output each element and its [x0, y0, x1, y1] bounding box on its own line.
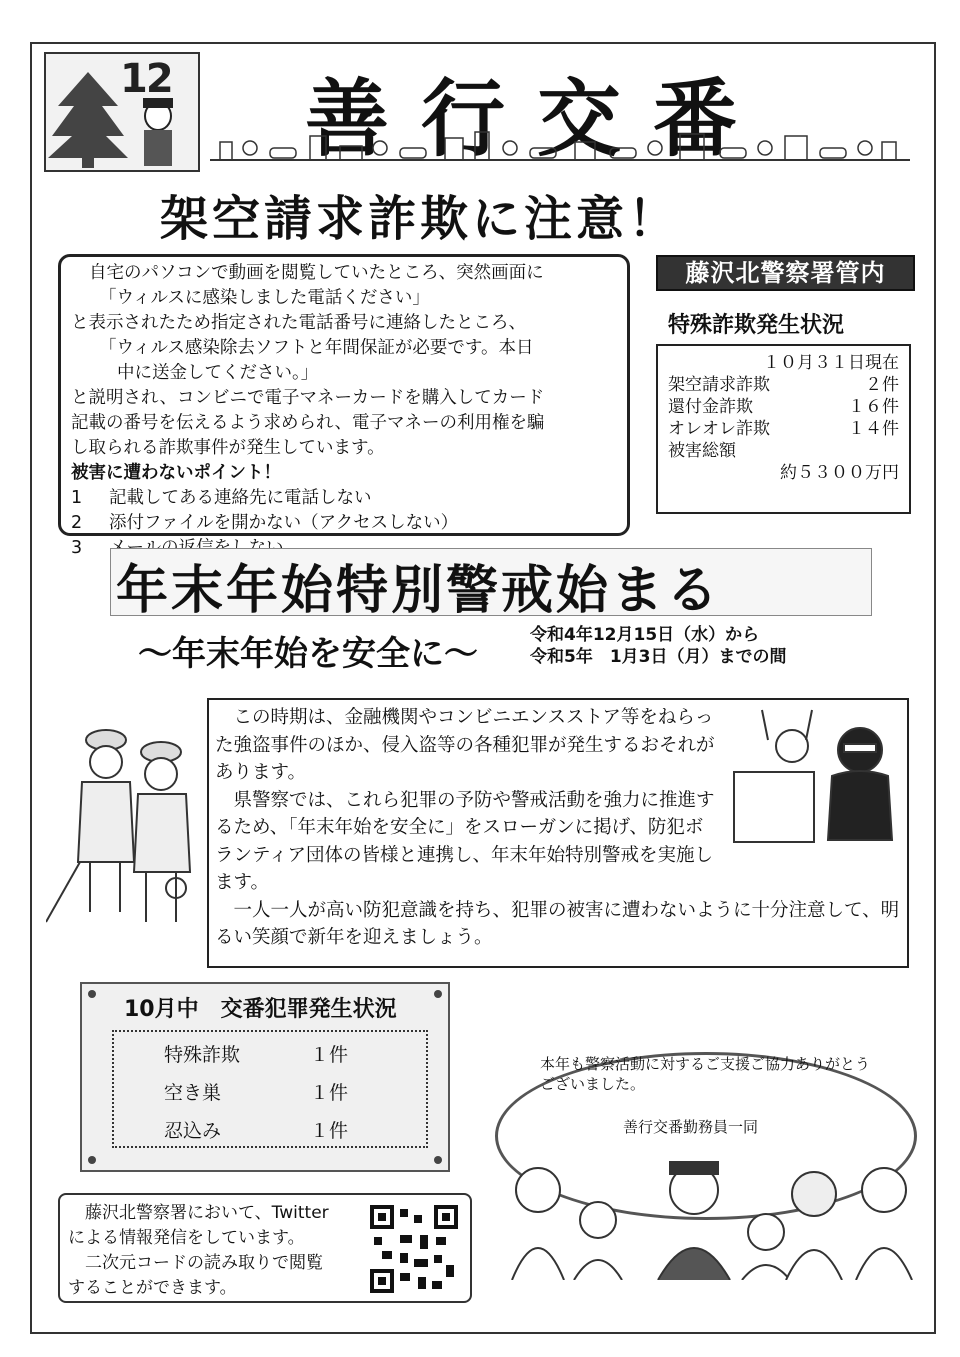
point-number: 3 — [71, 538, 83, 558]
fraud-text-line: 「ウィルスに感染しました電話ください」 — [99, 288, 430, 308]
fraud-headline: 架空請求詐欺に注意！ — [160, 191, 681, 247]
points-heading: 被害に遭わないポイント！ — [71, 463, 281, 483]
fraud-text-line: 中に送金してください。」 — [117, 363, 319, 383]
yearend-period — [530, 624, 787, 668]
stats-value: １６件 — [848, 397, 899, 417]
community-group-illustration — [498, 1150, 922, 1280]
pin-icon — [434, 990, 442, 998]
crime-row — [114, 1074, 426, 1112]
station-title: 藤沢北警察署管内 — [656, 255, 915, 291]
stats-value: １４件 — [848, 419, 899, 439]
crime-row — [114, 1036, 426, 1074]
issue-number: 12 — [120, 56, 172, 102]
pin-icon — [88, 1156, 96, 1164]
crime-value: １件 — [310, 1082, 349, 1104]
twitter-line: による情報発信をしています。 — [68, 1228, 305, 1248]
damage-label: 被害総額 — [668, 441, 736, 461]
point-number: 2 — [71, 513, 83, 533]
newsletter-title: 善行交番 — [305, 69, 770, 168]
stats-row — [668, 374, 899, 396]
point-text: 添付ファイルを開かない（アクセスしない） — [109, 513, 459, 533]
period-start: 令和4年12月15日（水）から — [530, 625, 760, 645]
crime-value: １件 — [310, 1044, 349, 1066]
point-item — [71, 511, 617, 536]
twitter-line: 二次元コードの読み取りで閲覧 — [68, 1253, 323, 1273]
fraud-text-line: 「ウィルス感染除去ソフトと年間保証が必要です。本日 — [99, 338, 534, 358]
yearend-slogan: ～年末年始を安全に～ — [138, 634, 478, 674]
point-number: 1 — [71, 488, 83, 508]
pin-icon — [434, 1156, 442, 1164]
crime-label: 忍込み — [164, 1120, 222, 1142]
fraud-text-line: 自宅のパソコンで動画を閲覧していたところ、突然画面に — [89, 263, 544, 283]
fraud-warning-box — [58, 254, 630, 558]
stats-label: 架空請求詐欺 — [668, 375, 770, 395]
crime-label: 特殊詐欺 — [164, 1044, 241, 1066]
koban-crime-title: 10月中 交番犯罪発生状況 — [124, 997, 397, 1022]
notice-paragraph: 一人一人が高い防犯意識を持ち、犯罪の被害に遭わないように十分注意して、明るい笑顔で新年を迎えましょう。 — [215, 899, 900, 948]
town-skyline-illustration — [210, 128, 910, 162]
twitter-line: することができます。 — [68, 1278, 237, 1298]
stats-label: オレオレ詐欺 — [668, 419, 770, 439]
fraud-text-line: 記載の番号を伝えるよう求められ、電子マネーの利用権を騙 — [71, 413, 545, 433]
fraud-stats-box — [656, 344, 911, 514]
damage-value: 約５３００万円 — [780, 463, 899, 483]
crime-row — [114, 1112, 426, 1150]
yearend-headline: 年末年始特別警戒始まる — [116, 561, 722, 621]
stats-row — [668, 418, 899, 440]
crime-label: 空き巣 — [164, 1082, 222, 1104]
notice-paragraph: この時期は、金融機関やコンビニエンスストア等をねらった強盗事件のほか、侵入盗等の各種犯罪が発生するおそれがあります。 — [215, 707, 715, 783]
thanks-signature: 善行交番勤務員一同 — [623, 1118, 759, 1136]
fraud-text-line: と説明され、コンビニで電子マネーカードを購入してカード — [71, 388, 545, 408]
twitter-line: 藤沢北警察署において、Twitter — [68, 1203, 329, 1223]
stats-as-of: １０月３１日現在 — [763, 353, 899, 373]
point-item — [71, 486, 617, 511]
qr-code-icon[interactable] — [370, 1205, 458, 1293]
robbery-illustration — [732, 706, 908, 846]
stats-heading: 特殊詐欺発生状況 — [668, 313, 845, 338]
twitter-notice-box — [58, 1193, 472, 1303]
stats-value: ２件 — [865, 375, 899, 395]
fraud-text-line: し取られる詐欺事件が発生しています。 — [71, 438, 385, 458]
stats-label: 還付金詐欺 — [668, 397, 753, 417]
thanks-message: 本年も警察活動に対するご支援ご協力ありがとうございました。 — [540, 1055, 871, 1093]
period-end: 令和5年 1月3日（月）までの間 — [530, 647, 787, 667]
pin-icon — [88, 990, 96, 998]
patrol-officers-illustration — [46, 712, 196, 932]
koban-crime-list — [112, 1030, 428, 1148]
police-officer-icon — [143, 98, 173, 166]
stats-row — [668, 396, 899, 418]
notice-paragraph: 県警察では、これら犯罪の予防や警戒活動を強力に推進するため、「年末年始を安全に」をスローガンに掲げ、防犯ボランティア団体の皆様と連携し、年末年始特別警戒を実施します。 — [215, 789, 715, 893]
crime-value: １件 — [310, 1120, 349, 1142]
point-text: 記載してある連絡先に電話しない — [109, 488, 372, 508]
fraud-text-line: と表示されたため指定された電話番号に連絡したところ、 — [71, 313, 526, 333]
